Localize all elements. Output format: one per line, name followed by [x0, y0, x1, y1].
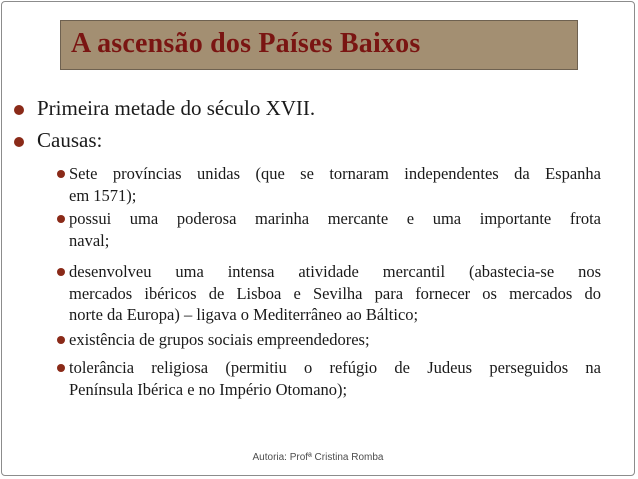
sub-bullet-icon [57, 336, 65, 344]
cause-line: em 1571); [69, 185, 137, 205]
cause-line: Península Ibérica e no Império Otomano); [69, 379, 348, 399]
sub-bullet-icon [57, 170, 65, 178]
cause-line: tolerância religiosa (permitiu o refúgio de Judeus perseguidos na [69, 358, 601, 377]
cause-line: norte da Europa) – ligava o Mediterrâneo ao Báltico; [69, 305, 419, 324]
bullet-text: Causas: [37, 128, 103, 152]
cause-line: naval; [69, 230, 110, 250]
sub-bullet-icon [57, 364, 65, 372]
cause-item [69, 329, 601, 351]
cause-line: mercados ibéricos de Lisboa e Sevilha para fornecer os mercados do [69, 283, 601, 303]
bullet-item-period [37, 96, 315, 121]
cause-line: possui uma poderosa marinha mercante e uma importante frota [69, 209, 601, 228]
cause-item [69, 208, 601, 251]
cause-item [69, 261, 601, 326]
cause-item [69, 357, 601, 400]
cause-line: Sete províncias unidas (que se tornaram independentes da Espanha [69, 164, 601, 183]
bullet-icon [14, 137, 24, 147]
footer-author: Autoria: Profª Cristina Romba [252, 452, 384, 463]
slide-content [2, 2, 634, 475]
slide [1, 1, 635, 476]
cause-item [69, 163, 601, 206]
sub-bullet-icon [57, 215, 65, 223]
bullet-text: Primeira metade do século XVII. [37, 96, 316, 120]
cause-line: existência de grupos sociais empreendedores; [69, 330, 370, 349]
sub-bullet-icon [57, 268, 65, 276]
bullet-item-causes [37, 128, 102, 153]
bullet-icon [14, 105, 24, 115]
slide-title: A ascensão dos Países Baixos [71, 28, 421, 59]
cause-line: desenvolveu uma intensa atividade mercantil (abastecia-se nos [69, 262, 601, 281]
